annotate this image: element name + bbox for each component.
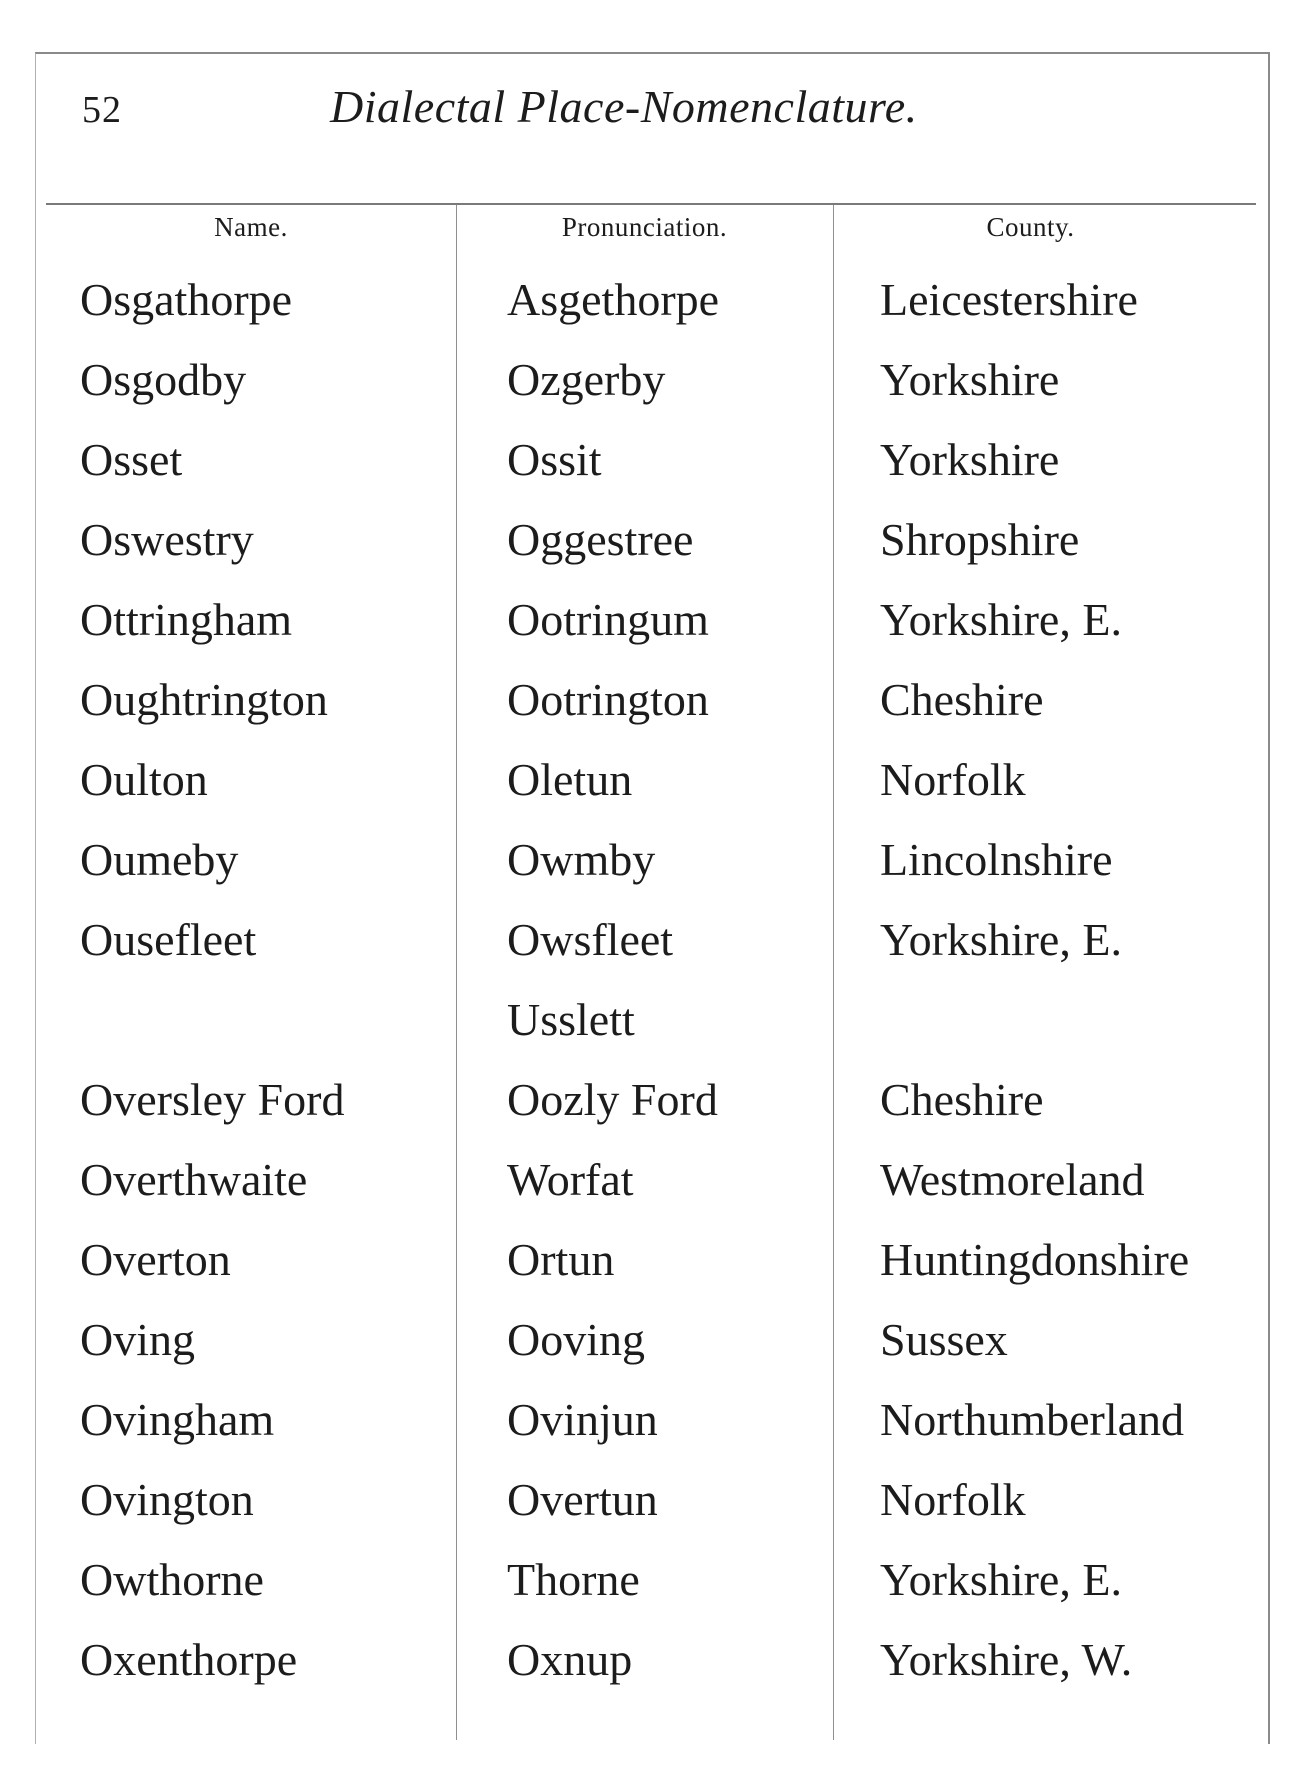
pronunciation-cell: Ootrington (507, 674, 709, 725)
table-row (0, 1070, 1299, 1150)
county-cell: Cheshire (880, 674, 1044, 725)
table-row (0, 910, 1299, 990)
county-cell: Yorkshire (880, 434, 1060, 485)
pronunciation-cell: Overtun (507, 1474, 658, 1525)
pronunciation-cell: Oggestree (507, 514, 694, 565)
column-header-county: County. (986, 212, 1075, 242)
place-name-cell: Oswestry (80, 514, 254, 565)
table-row (0, 670, 1299, 750)
pronunciation-cell: Ossit (507, 434, 602, 485)
county-cell: Yorkshire (880, 354, 1060, 405)
place-name-cell: Ovington (80, 1474, 254, 1525)
place-name-cell: Ousefleet (80, 914, 257, 965)
county-cell: Leicestershire (880, 274, 1138, 325)
table-row (0, 590, 1299, 670)
county-cell: Yorkshire, E. (880, 594, 1122, 645)
place-name-cell: Osgodby (80, 354, 247, 405)
pronunciation-cell: Owmby (507, 834, 656, 885)
pronunciation-cell: Ovinjun (507, 1394, 658, 1445)
pronunciation-cell: Asgethorpe (507, 274, 720, 325)
county-cell: Northumberland (880, 1394, 1185, 1445)
pronunciation-cell: Oozly Ford (507, 1074, 718, 1125)
county-cell: Cheshire (880, 1074, 1044, 1125)
column-header-pronunciation: Pronunciation. (561, 212, 728, 242)
county-cell: Westmoreland (880, 1154, 1145, 1205)
table-body (0, 270, 1299, 1710)
pronunciation-cell: Thorne (507, 1554, 640, 1605)
place-name-cell: Osset (80, 434, 183, 485)
table-row (0, 1150, 1299, 1230)
county-cell: Shropshire (880, 514, 1080, 565)
county-cell: Norfolk (880, 754, 1026, 805)
place-name-cell: Oulton (80, 754, 208, 805)
table-row (0, 430, 1299, 510)
table-row (0, 270, 1299, 350)
table-row (0, 990, 1299, 1070)
county-cell: Lincolnshire (880, 834, 1113, 885)
county-cell: Sussex (880, 1314, 1008, 1365)
table-row (0, 1230, 1299, 1310)
place-name-cell: Overthwaite (80, 1154, 308, 1205)
pronunciation-cell: Ortun (507, 1234, 615, 1285)
pronunciation-cell: Ozgerby (507, 354, 666, 405)
pronunciation-cell: Usslett (507, 994, 635, 1045)
place-name-cell: Osgathorpe (80, 274, 293, 325)
table-row (0, 1390, 1299, 1470)
table-row (0, 350, 1299, 430)
place-name-cell: Overton (80, 1234, 231, 1285)
table-row (0, 1630, 1299, 1710)
place-name-cell: Oversley Ford (80, 1074, 345, 1125)
place-name-cell: Oughtrington (80, 674, 328, 725)
place-name-cell: Oving (80, 1314, 195, 1365)
header-rule (46, 203, 1256, 205)
pronunciation-cell: Ooving (507, 1314, 645, 1365)
table-row (0, 750, 1299, 830)
pronunciation-cell: Owsfleet (507, 914, 674, 965)
table-row (0, 1550, 1299, 1630)
county-cell: Yorkshire, E. (880, 1554, 1122, 1605)
pronunciation-cell: Ootringum (507, 594, 709, 645)
column-header-name: Name. (214, 212, 288, 242)
running-title: Dialectal Place-Nomenclature. (330, 81, 918, 132)
page-number: 52 (82, 89, 122, 131)
county-cell: Yorkshire, E. (880, 914, 1122, 965)
county-cell: Yorkshire, W. (880, 1634, 1133, 1685)
place-name-cell: Ovingham (80, 1394, 275, 1445)
place-name-cell: Owthorne (80, 1554, 264, 1605)
table-row (0, 1310, 1299, 1390)
place-name-cell: Oumeby (80, 834, 239, 885)
county-cell: Norfolk (880, 1474, 1026, 1525)
table-row (0, 1470, 1299, 1550)
pronunciation-cell: Worfat (507, 1154, 634, 1205)
pronunciation-cell: Oxnup (507, 1634, 633, 1685)
pronunciation-cell: Oletun (507, 754, 633, 805)
county-cell: Huntingdonshire (880, 1234, 1190, 1285)
table-row (0, 830, 1299, 910)
place-name-cell: Oxenthorpe (80, 1634, 298, 1685)
table-row (0, 510, 1299, 590)
place-name-cell: Ottringham (80, 594, 293, 645)
